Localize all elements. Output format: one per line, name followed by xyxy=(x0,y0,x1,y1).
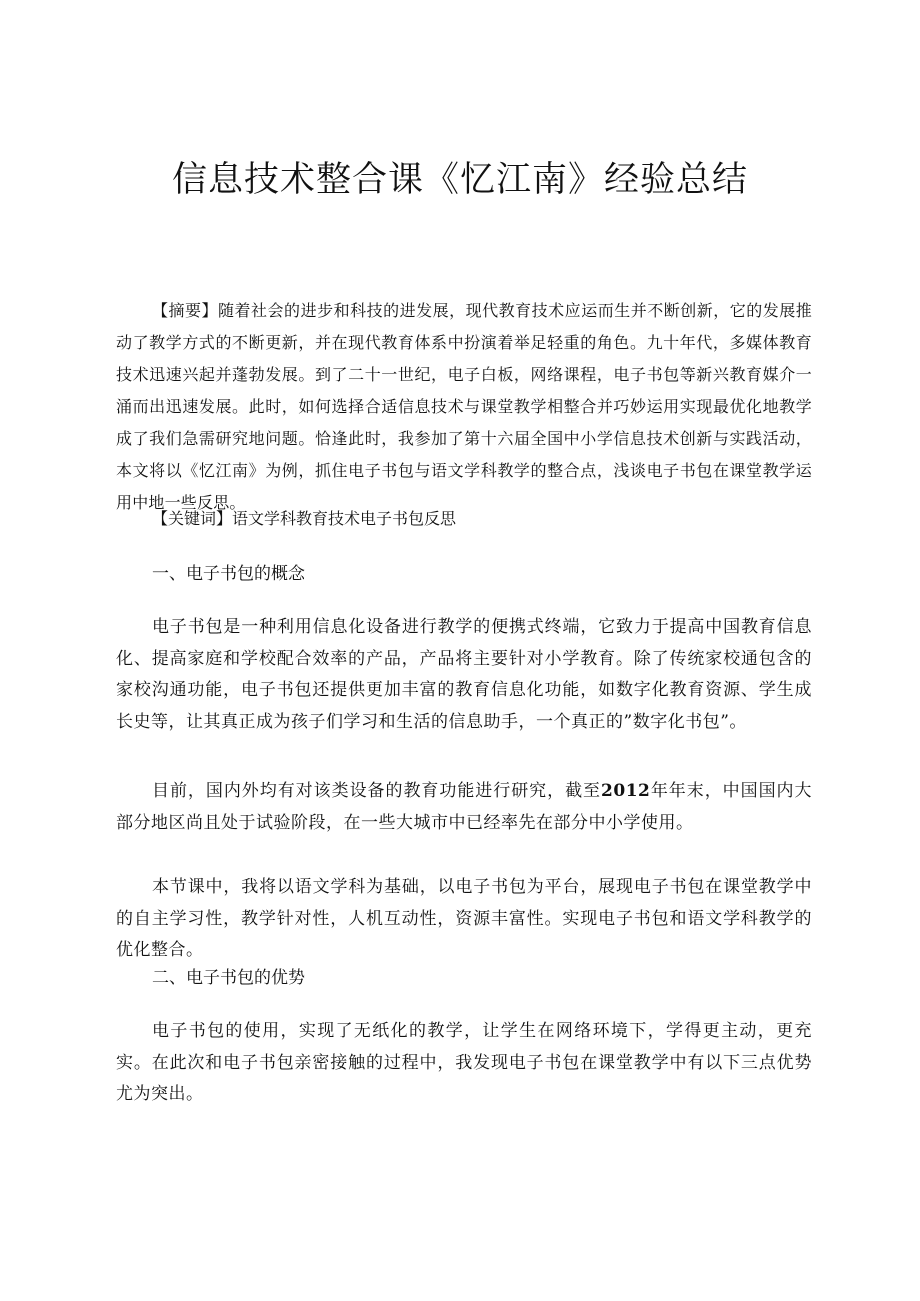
paragraph-text-after-year: 年年末，中国国内大部分地区尚且处于试验阶段，在一些大城市中已经率先在部分中小学使用。 xyxy=(116,781,813,833)
document-title: 信息技术整合课《忆江南》经验总结 xyxy=(171,160,748,200)
abstract-paragraph: 【摘要】随着社会的进步和科技的进发展，现代教育技术应运而生并不断创新，它的发展推动了教学方式的不断更新，并在现代教育体系中扮演着举足轻重的角色。九十年代，多媒体教育技术迅速兴起并蓬勃发展。到了二十一世纪，电子白板，网络课程，电子书包等新兴教育媒介一涌而出迅速发展。此时，如何选择合适信息技术与课堂教学相整合并巧妙运用实现最优化地教学成了我们急需研究地问题。恰逢此时，我参加了第十六届全国中小学信息技术创新与实践活动，本文将以《忆江南》为例，抓住电子书包与语文学科教学的整合点，浅谈电子书包在课堂教学运用中地一些反思。 xyxy=(116,301,812,512)
paragraph-text-before-year: 目前，国内外均有对该类设备的教育功能进行研究，截至 xyxy=(152,781,602,801)
section-1-paragraph-1: 电子书包是一种利用信息化设备进行教学的便携式终端，它致力于提高中国教育信息化、提高家庭和学校配合效率的产品，产品将主要针对小学教育。除了传统家校通包含的家校沟通功能，电子书包还提供更加丰富的教育信息化功能，如数字化教育资源、学生成长史等，让其真正成为孩子们学习和生活的信息助手，一个真正的”数字化书包”。 xyxy=(116,617,812,732)
section-1-heading: 一、电子书包的概念 xyxy=(152,564,305,584)
section-1-paragraph-3: 本节课中，我将以语文学科为基础，以电子书包为平台，展现电子书包在课堂教学中的自主学习性，教学针对性，人机互动性，资源丰富性。实现电子书包和语文学科教学的优化整合。 xyxy=(116,877,812,960)
section-2-heading: 二、电子书包的优势 xyxy=(152,968,305,988)
year-number: 2012 xyxy=(601,781,651,801)
section-1-paragraph-2 xyxy=(116,776,812,839)
section-2-paragraph-1: 电子书包的使用，实现了无纸化的教学，让学生在网络环境下，学得更主动，更充实。在此次和电子书包亲密接触的过程中，我发现电子书包在课堂教学中有以下三点优势尤为突出。 xyxy=(116,1021,812,1104)
keywords-paragraph: 【关键词】语文学科教育技术电子书包反思 xyxy=(152,509,457,528)
